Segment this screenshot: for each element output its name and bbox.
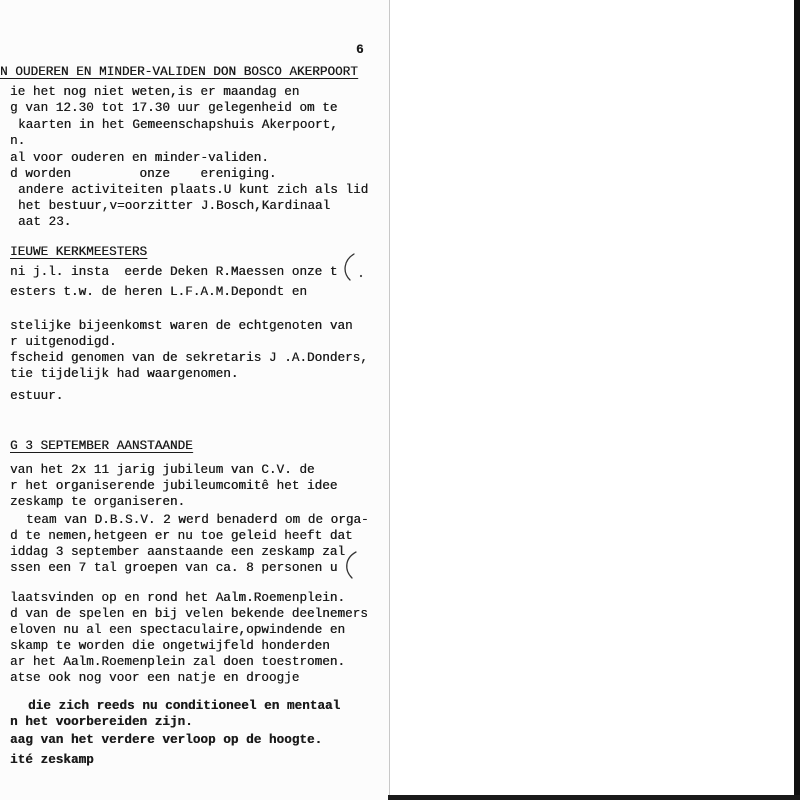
text-line: laatsvinden op en rond het Aalm.Roemenplein. [10,590,346,605]
text-line: ar het Aalm.Roemenplein zal doen toestromen. [10,654,346,669]
handwritten-dot-mark [360,275,362,277]
text-line: ssen een 7 tal groepen van ca. 8 personen u [10,560,338,575]
text-line: aat 23. [18,214,72,229]
page-number: 6 [356,42,364,57]
text-line: kaarten in het Gemeenschapshuis Akerpoort, [18,117,338,132]
text-line: ie het nog niet weten,is er maandag en [10,84,300,99]
text-line: g van 12.30 tot 17.30 uur gelegenheid om te [10,100,338,115]
text-line: fscheid genomen van de sekretaris J .A.Donders, [10,350,368,365]
section-heading-ouderen [0,64,358,79]
text-line: van het 2x 11 jarig jubileum van C.V. de [10,462,315,477]
handwritten-bracket-mark [345,254,354,280]
text-line: atse ook nog voor een natje en droogje [10,670,300,685]
text-line: eloven nu al een spectaculaire,opwindende en [10,622,346,637]
text-line: zeskamp te organiseren. [10,494,186,509]
text-line: estuur. [10,388,64,403]
scan-edge-right [794,0,800,800]
heading-text: N OUDEREN EN MINDER-VALIDEN DON BOSCO AKERPOORT [0,64,358,79]
text-line: stelijke bijeenkomst waren de echtgenoten van [10,318,353,333]
text-line: n. [10,133,26,148]
text-line: iddag 3 september aanstaande een zeskamp zal [10,544,346,559]
text-line: r het organiserende jubileumcomitê het idee [10,478,338,493]
text-line: ni j.l. insta eerde Deken R.Maessen onze t [10,264,338,279]
text-line: d van de spelen en bij velen bekende deelnemers [10,606,368,621]
text-line: skamp te worden die ongetwijfeld honderden [10,638,330,653]
handwritten-bracket-mark [347,552,356,578]
text-line: d worden onze ereniging. [10,166,277,181]
section-heading-kerkmeesters [10,244,147,259]
text-line: d te nemen,hetgeen er nu toe geleid heeft dat [10,528,353,543]
blank-right-page [390,0,794,794]
heading-text: G 3 SEPTEMBER AANSTAANDE [10,438,193,453]
text-line: r uitgenodigd. [10,334,117,349]
text-line: aag van het verdere verloop op de hoogte. [10,732,323,747]
text-line: al voor ouderen en minder-validen. [10,150,269,165]
text-line: esters t.w. de heren L.F.A.M.Depondt en [10,284,307,299]
text-line: team van D.B.S.V. 2 werd benaderd om de orga- [26,512,369,527]
text-line: andere activiteiten plaats.U kunt zich als lid [18,182,369,197]
text-line: tie tijdelijk had waargenomen. [10,366,239,381]
signature-line: ité zeskamp [10,752,94,767]
text-line: n het voorbereiden zijn. [10,714,193,729]
section-heading-zeskamp [10,438,193,453]
heading-text: IEUWE KERKMEESTERS [10,244,148,259]
text-line: die zich reeds nu conditioneel en mentaal [28,698,341,713]
left-page [0,0,389,800]
scan-edge-bottom [388,795,800,800]
text-line: het bestuur,v=oorzitter J.Bosch,Kardinaal [18,198,331,213]
